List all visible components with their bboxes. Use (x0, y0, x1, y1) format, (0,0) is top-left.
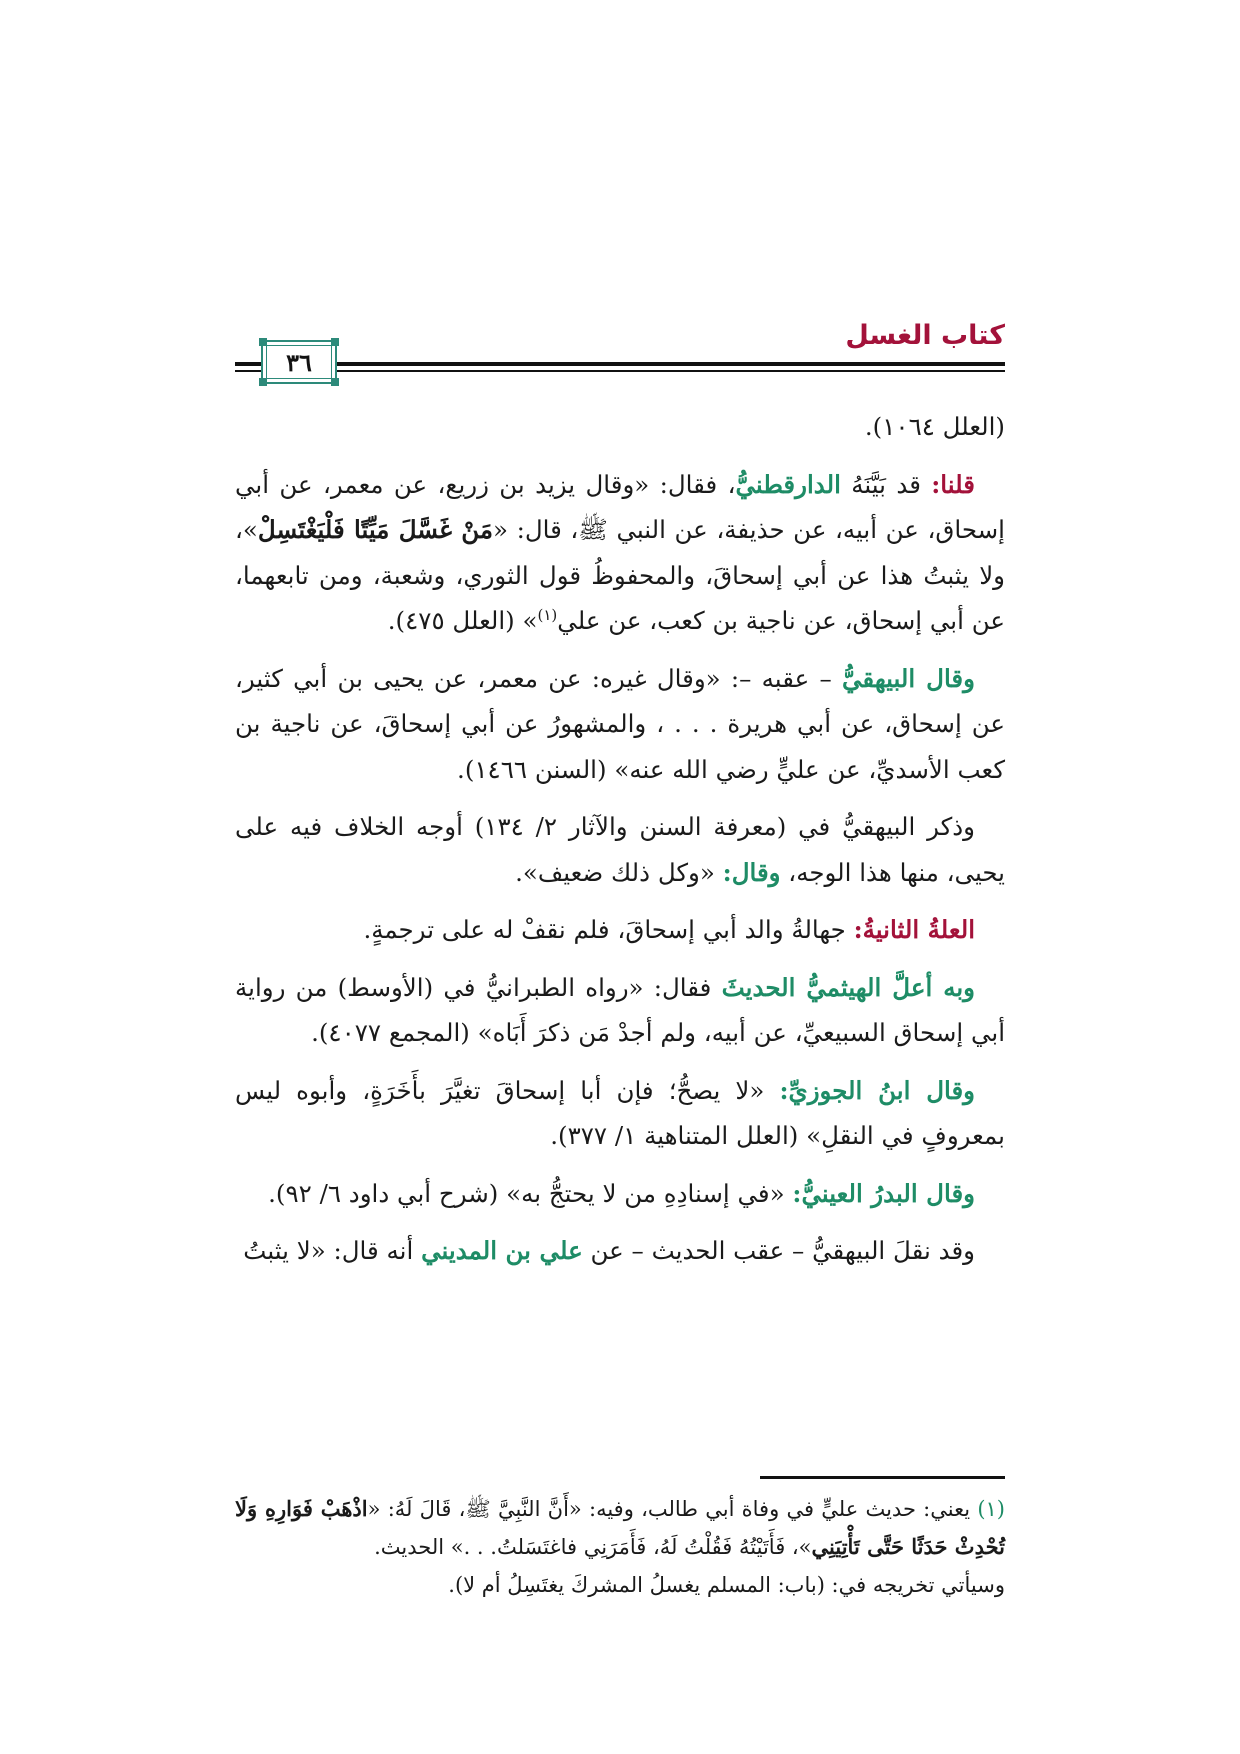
frame-ornament (331, 378, 339, 386)
book-title: كتاب الغسل (845, 320, 1005, 351)
scholar-name: وقال: (722, 857, 781, 887)
paragraph (235, 804, 1005, 895)
section-label: العلةُ الثانيةُ: (853, 915, 975, 944)
text-run: (العلل ١٠٦٤). (864, 412, 1005, 441)
paragraph (235, 965, 1005, 1056)
label-qulna: قلنا: (931, 469, 975, 499)
text-run: وقد نقلَ البيهقيُّ – عقب الحديث – عن (582, 1236, 975, 1265)
text-run: قد بَيَّنَهُ (840, 469, 932, 499)
footnotes (235, 1490, 1005, 1604)
text-run: «لا يصحُّ؛ فإن أبا إسحاقَ تغيَّرَ بأَخَرَةٍ، وأبوه ليس بمعروفٍ في النقلِ» (العلل المتناهية ١/ ٣٧٧). (235, 1075, 1005, 1150)
text-run: جهالةُ والد أبي إسحاقَ، فلم نقفْ له على ترجمةٍ. (363, 915, 854, 944)
footnote-divider (760, 1476, 1005, 1479)
text-run: »، ولا يثبتُ هذا عن أبي إسحاقَ، والمحفوظُ قول الثوري، وشعبة، ومن تابعهما، عن أبي إسحاق، عن ناجية بن كعب، عن علي (235, 515, 1005, 635)
paragraph (235, 907, 1005, 953)
paragraph (235, 1068, 1005, 1159)
text-run: فقال: «رواه الطبرانيُّ في (الأوسط) من رواية أبي إسحاق السبيعيِّ، عن أبيه، ولم أجدْ مَن ذكرَ أَبَاه» (المجمع ٤٠٧٧). (235, 972, 1005, 1047)
scholar-name: وقال ابنُ الجوزيِّ: (779, 1075, 975, 1105)
page-header (235, 318, 1005, 384)
footnote-line (235, 1566, 1005, 1604)
paragraph (235, 1228, 1005, 1274)
hadith-text: اذْهَبْ فَوَارِهِ وَلَا تُحْدِثْ حَدَثًا حَتَّى تَأْتِيَنِي (235, 1496, 1005, 1559)
frame-ornament (331, 338, 339, 346)
scholar-name: وقال البيهقيُّ (842, 663, 975, 693)
header-rule-thin (235, 370, 1005, 372)
scholar-name: وقال البدرُ العينيُّ: (792, 1178, 975, 1208)
text-run: ، فقال: «وقال يزيد بن زريع، عن معمر، عن أبي إسحاق، عن أبيه، عن حذيفة، عن النبي ﷺ، قال: « (235, 469, 1005, 544)
text-run: وسيأتي تخريجه في: (باب: المسلم يغسلُ المشركَ يغتَسِلُ أم لا). (448, 1573, 1005, 1597)
page-number-frame (261, 340, 337, 384)
text-run: يعني: حديث عليٍّ في وفاة أبي طالب، وفيه: «أَنَّ النَّبِيَّ ﷺ، قَالَ لَهُ: « (367, 1497, 978, 1521)
footnote-number: (١) (977, 1497, 1005, 1521)
text-run: » (العلل ٤٧٥). (387, 606, 538, 635)
scholar-name: وبه أعلَّ الهيثميُّ الحديثَ (721, 972, 975, 1002)
text-run: – عقبه –: «وقال غيره: عن معمر، عن يحيى بن أبي كثير، عن إسحاق، عن أبي هريرة . . . ، والمشهورُ عن أبي إسحاقَ، عن ناجية بن كعب الأسديِّ، عن عليٍّ رضي الله عنه» (السنن ١٤٦٦). (235, 663, 1005, 784)
main-text (235, 404, 1005, 1286)
paragraph (235, 656, 1005, 793)
text-run: أنه قال: «لا يثبتُ (243, 1236, 422, 1265)
text-run: »، فَأَتَيْتُهُ فَقُلْتُ لَهُ، فَأَمَرَنِي فاغتَسَلتُ. . .» الحديث. (374, 1535, 812, 1559)
footnote-ref[interactable]: (١) (537, 605, 558, 624)
paragraph (235, 1171, 1005, 1217)
frame-ornament (259, 338, 267, 346)
text-run: «وكل ذلك ضعيف». (515, 857, 723, 887)
header-rule-thick (235, 362, 1005, 366)
text-run: «في إسنادِهِ من لا يحتجُّ به» (شرح أبي داود ٦/ ٩٢). (268, 1178, 793, 1208)
scholar-name: علي بن المديني (421, 1236, 583, 1265)
text-run: وذكر البيهقيُّ في (معرفة السنن والآثار ٢/ ١٣٤) أوجه الخلاف فيه على يحيى، منها هذا الوجه، (235, 812, 1005, 887)
paragraph (235, 404, 1005, 450)
footnote (235, 1490, 1005, 1566)
paragraph (235, 462, 1005, 644)
frame-ornament (259, 378, 267, 386)
page-number: ٣٦ (286, 347, 312, 377)
hadith-text: مَنْ غَسَّلَ مَيِّتًا فَلْيَغْتَسِلْ (257, 515, 494, 544)
scholar-name: الدارقطنيُّ (735, 469, 841, 499)
